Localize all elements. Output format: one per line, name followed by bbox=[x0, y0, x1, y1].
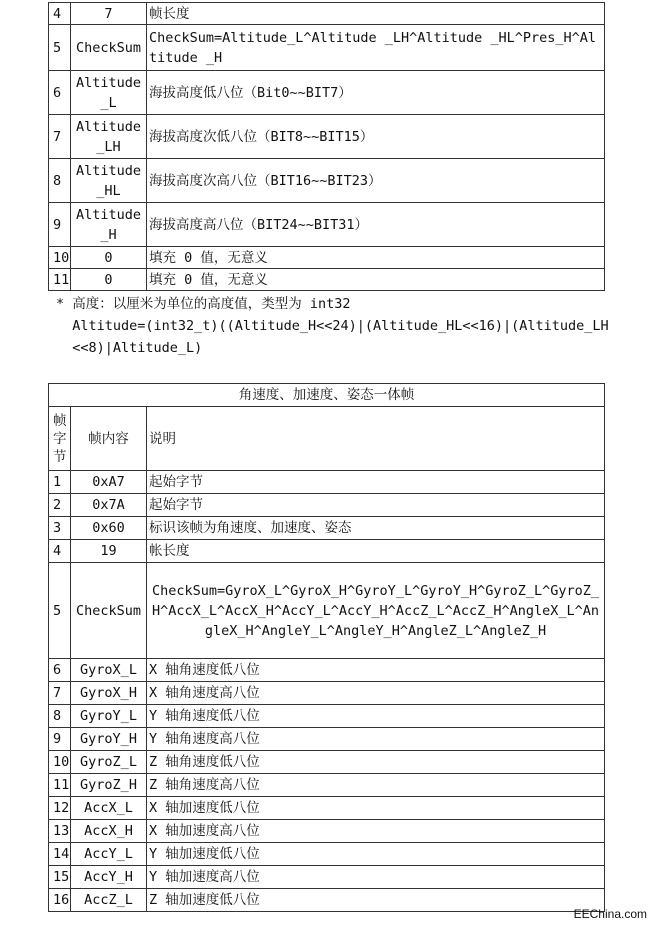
byte-number: 8 bbox=[49, 159, 71, 203]
header-content: 帧内容 bbox=[71, 407, 147, 471]
frame-content: AccZ_L bbox=[71, 889, 147, 912]
description: 标识该帧为角速度、加速度、姿态 bbox=[147, 517, 605, 540]
description: 海拔高度高八位（BIT24~~BIT31） bbox=[147, 203, 605, 247]
byte-number: 11 bbox=[49, 774, 71, 797]
frame-content: GyroX_L bbox=[71, 659, 147, 682]
description: 起始字节 bbox=[147, 494, 605, 517]
frame-content: AccY_L bbox=[71, 843, 147, 866]
gyro-acc-attitude-frame-table bbox=[48, 383, 605, 912]
table-row bbox=[49, 115, 605, 159]
table-row bbox=[49, 3, 605, 25]
frame-content: CheckSum bbox=[71, 563, 147, 659]
table-row bbox=[49, 797, 605, 820]
table-row bbox=[49, 728, 605, 751]
frame-content: 19 bbox=[71, 540, 147, 563]
description: Z 轴角速度低八位 bbox=[147, 751, 605, 774]
table-row bbox=[49, 494, 605, 517]
frame-content: 7 bbox=[71, 3, 147, 25]
note-line-1: * 高度：以厘米为单位的高度值，类型为 int32 bbox=[56, 296, 351, 312]
byte-number: 15 bbox=[49, 866, 71, 889]
byte-number: 9 bbox=[49, 203, 71, 247]
table-row bbox=[49, 820, 605, 843]
byte-number: 8 bbox=[49, 705, 71, 728]
table-row bbox=[49, 25, 605, 71]
table-row bbox=[49, 659, 605, 682]
table-row bbox=[49, 682, 605, 705]
description: 帧长度 bbox=[147, 3, 605, 25]
byte-number: 3 bbox=[49, 517, 71, 540]
byte-number: 6 bbox=[49, 659, 71, 682]
frame-content: CheckSum bbox=[71, 25, 147, 71]
frame-content: GyroX_H bbox=[71, 682, 147, 705]
table-row bbox=[49, 269, 605, 291]
description: 海拔高度次高八位（BIT16~~BIT23） bbox=[147, 159, 605, 203]
frame-content: GyroZ_L bbox=[71, 751, 147, 774]
table-row bbox=[49, 866, 605, 889]
note-line-3: <<8)|Altitude_L) bbox=[56, 340, 203, 356]
frame-content: 0 bbox=[71, 247, 147, 269]
description: X 轴角速度高八位 bbox=[147, 682, 605, 705]
table-title-row bbox=[49, 384, 605, 407]
byte-number: 9 bbox=[49, 728, 71, 751]
description: Y 轴角速度高八位 bbox=[147, 728, 605, 751]
description: Z 轴加速度低八位 bbox=[147, 889, 605, 912]
byte-number: 13 bbox=[49, 820, 71, 843]
description: X 轴加速度高八位 bbox=[147, 820, 605, 843]
byte-number: 7 bbox=[49, 682, 71, 705]
table-row bbox=[49, 843, 605, 866]
byte-number: 4 bbox=[49, 3, 71, 25]
frame-content: 0xA7 bbox=[71, 471, 147, 494]
frame-content: Altitude _H bbox=[71, 203, 147, 247]
byte-number: 4 bbox=[49, 540, 71, 563]
note-line-2: Altitude=(int32_t)((Altitude_H<<24)|(Altitude_HL<<16)|(Altitude_LH bbox=[56, 318, 609, 334]
frame-content: GyroY_H bbox=[71, 728, 147, 751]
frame-content: AccX_L bbox=[71, 797, 147, 820]
frame-content: AccX_H bbox=[71, 820, 147, 843]
description: 起始字节 bbox=[147, 471, 605, 494]
altitude-frame-table bbox=[48, 2, 605, 291]
watermark-text: EEChina.com bbox=[573, 907, 647, 921]
table-row bbox=[49, 540, 605, 563]
byte-number: 5 bbox=[49, 25, 71, 71]
byte-number: 11 bbox=[49, 269, 71, 291]
frame-content: 0 bbox=[71, 269, 147, 291]
description: 海拔高度次低八位（BIT8~~BIT15） bbox=[147, 115, 605, 159]
frame-content: AccY_H bbox=[71, 866, 147, 889]
description: CheckSum=GyroX_L^GyroX_H^GyroY_L^GyroY_H^GyroZ_L^GyroZ_H^AccX_L^AccX_H^AccY_L^AccY_H^AccZ_L^AccZ_H^AngleX_L^AngleX_H^AngleY_L^AngleY_H^AngleZ_L^AngleZ_H bbox=[147, 563, 605, 659]
table-row bbox=[49, 774, 605, 797]
frame-content: 0x60 bbox=[71, 517, 147, 540]
byte-number: 1 bbox=[49, 471, 71, 494]
byte-number: 2 bbox=[49, 494, 71, 517]
description: Y 轴角速度低八位 bbox=[147, 705, 605, 728]
byte-number: 12 bbox=[49, 797, 71, 820]
description: Y 轴加速度高八位 bbox=[147, 866, 605, 889]
byte-number: 16 bbox=[49, 889, 71, 912]
table-row bbox=[49, 203, 605, 247]
description: CheckSum=Altitude_L^Altitude _LH^Altitude _HL^Pres_H^Altitude _H bbox=[147, 25, 605, 71]
description: 填充 0 值，无意义 bbox=[147, 269, 605, 291]
byte-number: 10 bbox=[49, 751, 71, 774]
frame-content: Altitude _HL bbox=[71, 159, 147, 203]
table-header-row bbox=[49, 407, 605, 471]
description: X 轴角速度低八位 bbox=[147, 659, 605, 682]
header-description: 说明 bbox=[147, 407, 605, 471]
header-byte: 帧字节 bbox=[49, 407, 71, 471]
byte-number: 10 bbox=[49, 247, 71, 269]
table-row bbox=[49, 517, 605, 540]
table-row bbox=[49, 889, 605, 912]
description: 帐长度 bbox=[147, 540, 605, 563]
table-row bbox=[49, 705, 605, 728]
byte-number: 7 bbox=[49, 115, 71, 159]
byte-number: 14 bbox=[49, 843, 71, 866]
table-row bbox=[49, 563, 605, 659]
table-row bbox=[49, 751, 605, 774]
frame-content: Altitude _L bbox=[71, 71, 147, 115]
byte-number: 5 bbox=[49, 563, 71, 659]
byte-number: 6 bbox=[49, 71, 71, 115]
table-title: 角速度、加速度、姿态一体帧 bbox=[49, 384, 605, 407]
description: X 轴加速度低八位 bbox=[147, 797, 605, 820]
table-row bbox=[49, 471, 605, 494]
description: 海拔高度低八位（Bit0~~BIT7） bbox=[147, 71, 605, 115]
description: Z 轴角速度高八位 bbox=[147, 774, 605, 797]
frame-content: Altitude _LH bbox=[71, 115, 147, 159]
frame-content: GyroY_L bbox=[71, 705, 147, 728]
table-row bbox=[49, 159, 605, 203]
frame-content: GyroZ_H bbox=[71, 774, 147, 797]
table-row bbox=[49, 71, 605, 115]
description: Y 轴加速度低八位 bbox=[147, 843, 605, 866]
table-row bbox=[49, 247, 605, 269]
description: 填充 0 值，无意义 bbox=[147, 247, 605, 269]
frame-content: 0x7A bbox=[71, 494, 147, 517]
